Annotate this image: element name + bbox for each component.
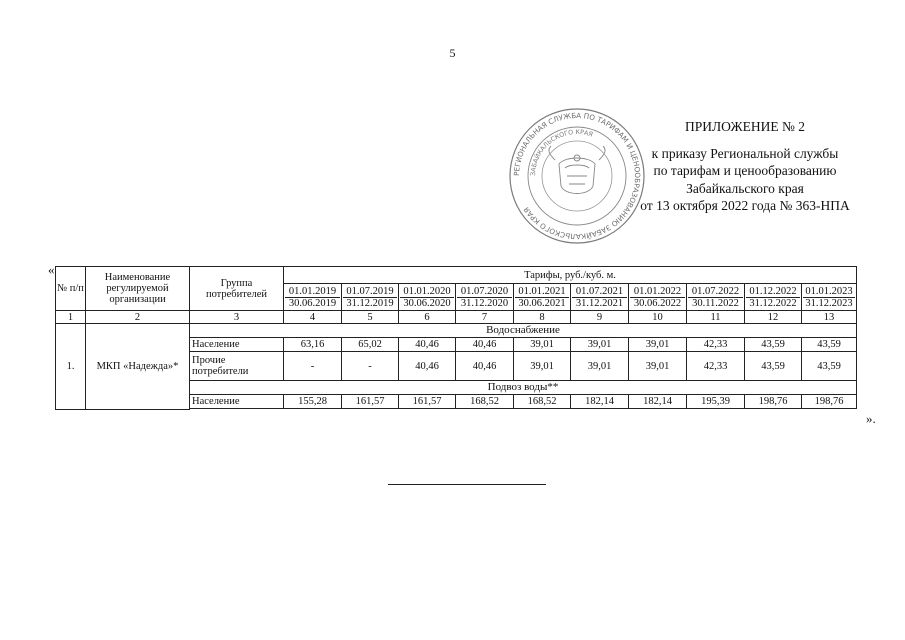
tariff-cell: 63,16	[284, 338, 342, 352]
period-header	[802, 284, 857, 311]
coat-of-arms-emblem	[549, 146, 605, 194]
period-to: 31.12.2019	[343, 297, 397, 309]
svg-text:ЗАБАЙКАЛЬСКОГО КРАЯ	[530, 129, 594, 176]
period-from: 01.01.2020	[403, 285, 451, 297]
opening-quote: «	[48, 262, 55, 277]
tariff-cell: 198,76	[745, 395, 802, 409]
tariff-cell: 161,57	[342, 395, 399, 409]
period-from: 01.01.2019	[288, 285, 337, 297]
header-tariffs: Тарифы, руб./куб. м.	[284, 267, 857, 284]
tariff-cell: -	[342, 352, 399, 381]
tariff-cell: 65,02	[342, 338, 399, 352]
column-number: 10	[629, 311, 687, 324]
header-num: № п/п	[56, 267, 86, 311]
period-from: 01.07.2019	[346, 285, 394, 297]
column-number: 7	[456, 311, 514, 324]
organization-name: МКП «Надежда»*	[86, 324, 190, 410]
tariff-cell: 40,46	[456, 352, 514, 381]
column-number: 13	[802, 311, 857, 324]
tariff-cell: 43,59	[745, 352, 802, 381]
period-from: 01.01.2023	[805, 285, 853, 297]
period-to: 30.06.2021	[515, 297, 569, 309]
tariff-cell: 42,33	[687, 338, 745, 352]
tariff-cell: 39,01	[629, 352, 687, 381]
period-from: 01.01.2022	[633, 285, 682, 297]
seal-inner-text: ЗАБАЙКАЛЬСКОГО КРАЯ	[529, 128, 594, 177]
appendix-line: по тарифам и ценообразованию	[653, 163, 837, 178]
appendix-block	[620, 118, 870, 215]
tariff-cell: 39,01	[571, 352, 629, 381]
column-number: 6	[399, 311, 456, 324]
period-from: 01.07.2021	[575, 285, 624, 297]
column-number: 9	[571, 311, 629, 324]
row-number: 1.	[56, 324, 86, 410]
tariff-cell: 195,39	[687, 395, 745, 409]
consumer-group: Население	[190, 338, 284, 352]
period-from: 01.07.2020	[460, 285, 509, 297]
period-header	[687, 284, 745, 311]
page-number: 5	[449, 46, 456, 60]
header-consumer-group: Группа потребителей	[190, 267, 284, 311]
tariff-cell: 168,52	[514, 395, 571, 409]
period-from: 01.07.2022	[691, 285, 740, 297]
column-number: 5	[342, 311, 399, 324]
period-header	[571, 284, 629, 311]
period-from: 01.12.2022	[749, 285, 797, 297]
appendix-line: от 13 октября 2022 года № 363-НПА	[640, 198, 850, 213]
period-header	[745, 284, 802, 311]
tariff-cell: 198,76	[802, 395, 857, 409]
appendix-line: к приказу Региональной службы	[651, 145, 839, 161]
tariff-cell: 182,14	[629, 395, 687, 409]
tariff-cell: 40,46	[399, 352, 456, 381]
period-to: 30.06.2020	[400, 297, 454, 309]
tariff-cell: 39,01	[514, 338, 571, 352]
period-header	[514, 284, 571, 311]
tariff-cell: 161,57	[399, 395, 456, 409]
tariff-cell: 39,01	[514, 352, 571, 381]
period-to: 31.12.2022	[746, 297, 800, 309]
tariff-cell: -	[284, 352, 342, 381]
tariff-cell: 40,46	[456, 338, 514, 352]
period-header	[456, 284, 514, 311]
column-number: 2	[86, 311, 190, 324]
period-to: 30.11.2022	[688, 297, 743, 309]
consumer-group: Прочие потребители	[190, 352, 284, 381]
period-header	[284, 284, 342, 311]
column-number: 1	[56, 311, 86, 324]
period-to: 30.06.2019	[285, 297, 340, 309]
tariff-cell: 182,14	[571, 395, 629, 409]
period-from: 01.01.2021	[518, 285, 566, 297]
tariff-table	[55, 266, 857, 410]
column-number: 8	[514, 311, 571, 324]
period-header	[399, 284, 456, 311]
tariff-cell: 43,59	[802, 352, 857, 381]
period-header	[629, 284, 687, 311]
tariff-cell: 40,46	[399, 338, 456, 352]
tariff-cell: 43,59	[802, 338, 857, 352]
tariff-cell: 155,28	[284, 395, 342, 409]
period-to: 31.12.2023	[803, 297, 855, 309]
section-title: Подвоз воды**	[190, 381, 857, 395]
column-number: 3	[190, 311, 284, 324]
appendix-line: Забайкальского края	[686, 180, 804, 196]
seal-outer-text: РЕГИОНАЛЬНАЯ СЛУЖБА ПО ТАРИФАМ И ЦЕНООБРАЗОВАНИЮ ЗАБАЙКАЛЬСКОГО КРАЯ	[511, 110, 643, 242]
tariff-cell: 43,59	[745, 338, 802, 352]
column-number-row	[56, 311, 857, 324]
tariff-cell: 168,52	[456, 395, 514, 409]
period-to: 31.12.2020	[457, 297, 512, 309]
header-organization: Наименование регулируемой организации	[86, 267, 190, 311]
column-number: 12	[745, 311, 802, 324]
appendix-heading: ПРИЛОЖЕНИЕ № 2	[684, 119, 806, 134]
period-header	[342, 284, 399, 311]
closing-rule	[388, 484, 546, 485]
consumer-group: Население	[190, 395, 284, 409]
tariff-cell: 39,01	[629, 338, 687, 352]
column-number: 11	[687, 311, 745, 324]
period-to: 30.06.2022	[630, 297, 685, 309]
period-to: 31.12.2021	[572, 297, 627, 309]
section-title: Водоснабжение	[190, 324, 857, 338]
column-number: 4	[284, 311, 342, 324]
tariff-cell: 42,33	[687, 352, 745, 381]
closing-quote: ».	[866, 411, 876, 426]
tariff-cell: 39,01	[571, 338, 629, 352]
